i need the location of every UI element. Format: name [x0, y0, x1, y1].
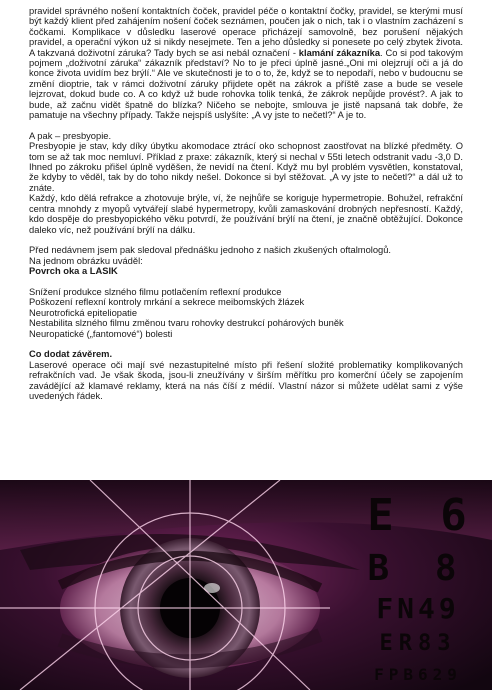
list-item: Poškození reflexní kontroly mrkání a sekrece meibomských žlázek — [29, 297, 305, 308]
intro-text-end: . Co si pod takovým pojmem „doživotní záruka“ zákazník představí? No to je přeci úplně jasné.„Oni mi olejzrují oči a já do konce života uvidím bez brýlí.“ Ale ve skutečnosti je to o to, že, když se to nepodaří, nebo v budoucnu se změní dioptrie, tak v rámci doživotní záruky přijdete opět na zákrok a příště zase a bude se vesele lejzrovat, dokud bude co. A co když už bude rohovka tolik tenká, že zákrok nepůjde provést?. A jak to bude, až začnu vidět špatně do blízka? Ničeho se nebojte, smlouva je jistě napsaná tak dobře, že pamatuje na všechny případy. Takže nejspíš uslyšíte: „A vy jste to nečetl?“ A je to. — [29, 47, 463, 121]
article-body — [29, 6, 463, 401]
intro-text-start: pravidel správného nošení kontaktních čoček, pravidel péče o kontaktní čočky, pravidel, se kterými musí být každý klient před zahájením nošení čoček seznámen, poučen jak o nich, tak i o vlastním zacházení s čočkami. Komplikace v důsledku laserové operace přicházejí samovolně, bez porušení nějakých pravidel, a operační výkon už si nikdy nesejmete. Ten a jeho důsledky si ponesete po celý zbytek života. A takzvaná doživotní záruka? Tady bych se asi nebál označení - — [29, 6, 463, 58]
lecture-title: Povrch oka a LASIK — [29, 266, 118, 277]
eye-chart-row-2: B 8 — [367, 548, 469, 589]
list-item: Neurotrofická epiteliopatie — [29, 307, 138, 318]
conclusion-heading: Co dodat závěrem. — [29, 349, 113, 360]
presbyopia-heading: A pak – presbyopie. — [29, 130, 112, 141]
conclusion-paragraph: Laserové operace oči mají své nezastupitelné místo při řešení složité problematiky komplikovaných refrakčních vad. Je však škoda, jsou-li zneužívány v širším měřítku pro komerční účely se zapojením zavádějící až klamavé reklamy, která na nás číší z médií. Vlastní názor si můžete udělat sami z výše uvedených řádek. — [29, 359, 463, 401]
list-item: Neuropatické („fantomové“) bolesti — [29, 328, 173, 339]
highlight-term: klamání zákazníka — [298, 47, 381, 58]
intro-paragraph — [29, 6, 463, 120]
presbyopia-paragraph-1: Presbyopie je stav, kdy díky úbytku akomodace ztrácí oko schopnost zaostřovat na blízké předměty. O tom se až tak moc nemluví. Příklad z praxe: zákazník, který si nechal v 55ti letech odstranit vadu -3,0 D. Ihned po zákroku přišel úplně vyděšen, že nevidí na čtení. Když mu byl problém vysvětlen, konstatoval, že kdyby to věděl, tak by do toho nikdy nešel. Dokonce si byl stěžovat. „A vy jste to nečetl?“ a dál už to znáte. — [29, 141, 463, 193]
lecture-line-2: Na jednom obrázku uváděl: — [29, 255, 143, 266]
lecture-line-1: Před nedávnem jsem pak sledoval přednášku jednoho z našich zkušených oftalmologů. — [29, 245, 392, 256]
list-item: Nestabilita slzného filmu změnou tvaru rohovky destrukcí pohárových buněk — [29, 318, 344, 329]
eye-chart-image — [0, 480, 492, 690]
eye-illustration — [0, 480, 492, 690]
eye-chart-row-1: E 6 — [367, 490, 477, 541]
list-item: Snížení produkce slzného filmu potlačením reflexní produkce — [29, 286, 282, 297]
eye-chart-row-3: FN49 — [376, 592, 460, 625]
presbyopia-paragraph-2: Každý, kdo dělá refrakce a zhotovuje brýle, ví, že nejhůře se koriguje hypermetropie. Bohužel, refrakční centra mnohdy z myopů vytvářejí slabé hypermetropy, kvůli zamaskování drobných nepřesností. Každý, kdo dospěje do presbyopického věku potvrdí, že používání brýlí na čtení, je značně obtěžující. Dokonce daleko víc, než používání brýlí na dálku. — [29, 193, 463, 235]
eye-chart-row-5: FPB629 — [374, 665, 462, 684]
eye-chart-row-4: ER83 — [379, 631, 457, 656]
